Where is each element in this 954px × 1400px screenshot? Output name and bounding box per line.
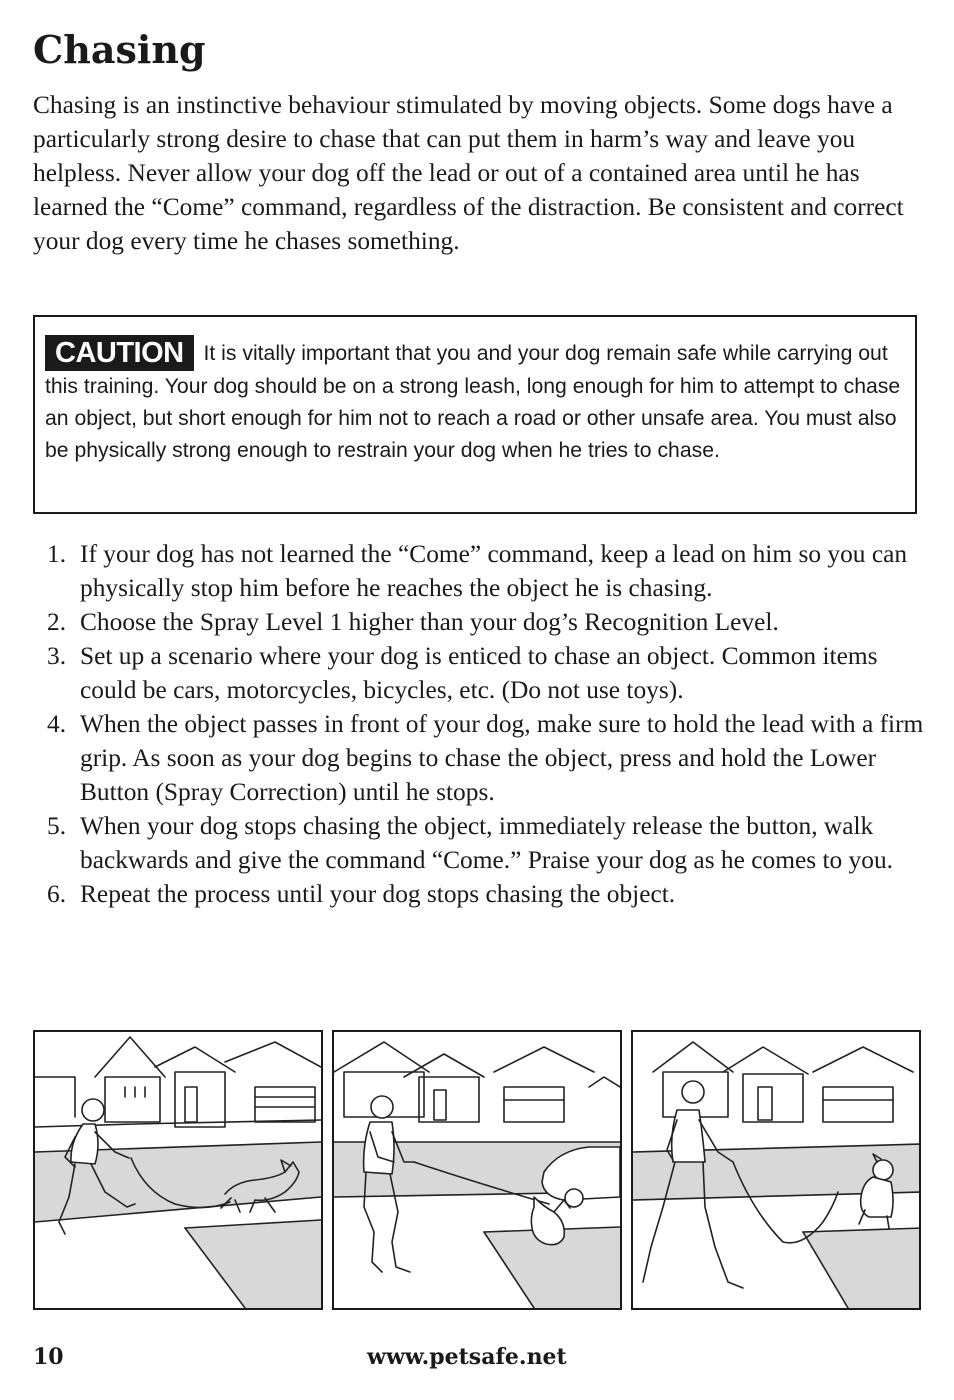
list-item (33, 809, 926, 877)
footer-url[interactable]: www.petsafe.net (367, 1344, 567, 1370)
caution-box (33, 315, 917, 514)
step-number: 5. (47, 812, 67, 840)
step-text: If your dog has not learned the “Come” command, keep a lead on him so you can physically stop him before he reaches the object he is chasing. (80, 540, 908, 602)
step-number: 1. (47, 540, 67, 568)
step-number: 6. (47, 880, 67, 908)
caution-badge: CAUTION (45, 335, 194, 371)
step-text: Set up a scenario where your dog is enticed to chase an object. Common items could be cars, motorcycles, bicycles, etc. (Do not use toys). (80, 642, 878, 704)
running-scene-illustration (35, 1032, 321, 1308)
step-text: When your dog stops chasing the object, immediately release the button, walk backwards and give the command “Come.” Praise your dog as he comes to you. (80, 812, 893, 874)
illustration-strip (33, 1030, 921, 1310)
illustration-panel-1 (33, 1030, 323, 1310)
list-item (33, 877, 926, 911)
list-item (33, 537, 926, 605)
step-text: When the object passes in front of your dog, make sure to hold the lead with a firm grip. As soon as your dog begins to chase the object, press and hold the Lower Button (Spray Correction) until he stops. (80, 710, 924, 806)
page-title: Chasing (33, 27, 206, 72)
recall-scene-illustration (633, 1032, 921, 1308)
list-item (33, 605, 926, 639)
illustration-panel-3 (631, 1030, 921, 1310)
step-number: 2. (47, 608, 67, 636)
step-text: Repeat the process until your dog stops chasing the object. (80, 880, 676, 908)
step-number: 4. (47, 710, 67, 738)
step-number: 3. (47, 642, 67, 670)
illustration-panel-2 (332, 1030, 622, 1310)
intro-paragraph: Chasing is an instinctive behaviour stimulated by moving objects. Some dogs have a particularly strong desire to chase that can put them in harm’s way and leave you helpless. Never allow your dog off the lead or out of a contained area until he has learned the “Come” command, regardless of the distraction. Be consistent and correct your dog every time he chases something. (33, 91, 904, 255)
car-chase-scene-illustration (334, 1032, 620, 1308)
steps-list (33, 537, 926, 911)
page-number: 10 (33, 1344, 64, 1370)
step-text: Choose the Spray Level 1 higher than your dog’s Recognition Level. (80, 608, 779, 636)
list-item (33, 639, 926, 707)
list-item (33, 707, 926, 809)
caution-text: It is vitally important that you and your dog remain safe while carrying out this training. Your dog should be on a strong leash, long enough for him to attempt to chase an object, but short enough for him not to reach a road or other unsafe area. You must also be physically strong enough to restrain your dog when he tries to chase. (45, 342, 901, 462)
